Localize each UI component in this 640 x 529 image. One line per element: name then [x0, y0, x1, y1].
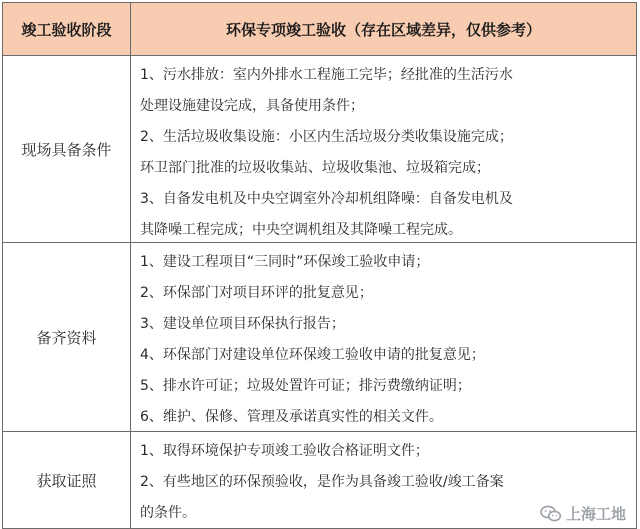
requirement-line: 2、环保部门对项目环评的批复意见； [140, 285, 373, 301]
stage-cell: 现场具备条件 [3, 56, 131, 242]
stage-cell: 获取证照 [3, 432, 131, 528]
requirement-line: 4、环保部门对建设单位环保竣工验收申请的批复意见； [140, 347, 485, 363]
table-row [3, 56, 637, 243]
watermark [540, 503, 626, 524]
acceptance-table [2, 2, 637, 529]
requirement-line: 3、建设单位项目环保执行报告； [140, 316, 345, 332]
requirement-line: 的条件。 [140, 505, 196, 521]
stage-cell: 备齐资料 [3, 243, 131, 431]
requirement-line: 1、污水排放：室内外排水工程施工完毕；经批准的生活污水 [140, 67, 513, 83]
requirement-line: 处理设施建设完成，具备使用条件； [140, 98, 364, 114]
watermark-text: 上海工地 [565, 505, 626, 523]
requirement-line: 1、建设工程项目“三同时”环保竣工验收申请； [140, 254, 430, 270]
table-header-row [3, 3, 637, 56]
table-row [3, 243, 637, 432]
header-stage: 竣工验收阶段 [3, 3, 131, 55]
requirements-cell [131, 243, 637, 431]
requirement-line: 2、有些地区的环保预验收，是作为具备竣工验收/竣工备案 [140, 474, 504, 490]
header-requirements: 环保专项竣工验收（存在区域差异，仅供参考） [131, 3, 637, 55]
wechat-icon [540, 505, 562, 523]
requirements-cell [131, 56, 637, 242]
requirement-line: 1、取得环境保护专项竣工验收合格证明文件； [140, 443, 429, 459]
requirement-line: 6、维护、保修、管理及承诺真实性的相关文件。 [140, 409, 443, 425]
requirement-line: 其降噪工程完成；中央空调机组及其降噪工程完成。 [140, 222, 462, 238]
requirement-line: 5、排水许可证；垃圾处置许可证；排污费缴纳证明； [140, 378, 471, 394]
requirement-line: 环卫部门批准的垃圾收集站、垃圾收集池、垃圾箱完成； [140, 160, 490, 176]
requirement-line: 2、生活垃圾收集设施：小区内生活垃圾分类收集设施完成； [140, 129, 513, 145]
requirement-line: 3、自备发电机及中央空调室外冷却机组降噪：自备发电机及 [140, 191, 513, 207]
